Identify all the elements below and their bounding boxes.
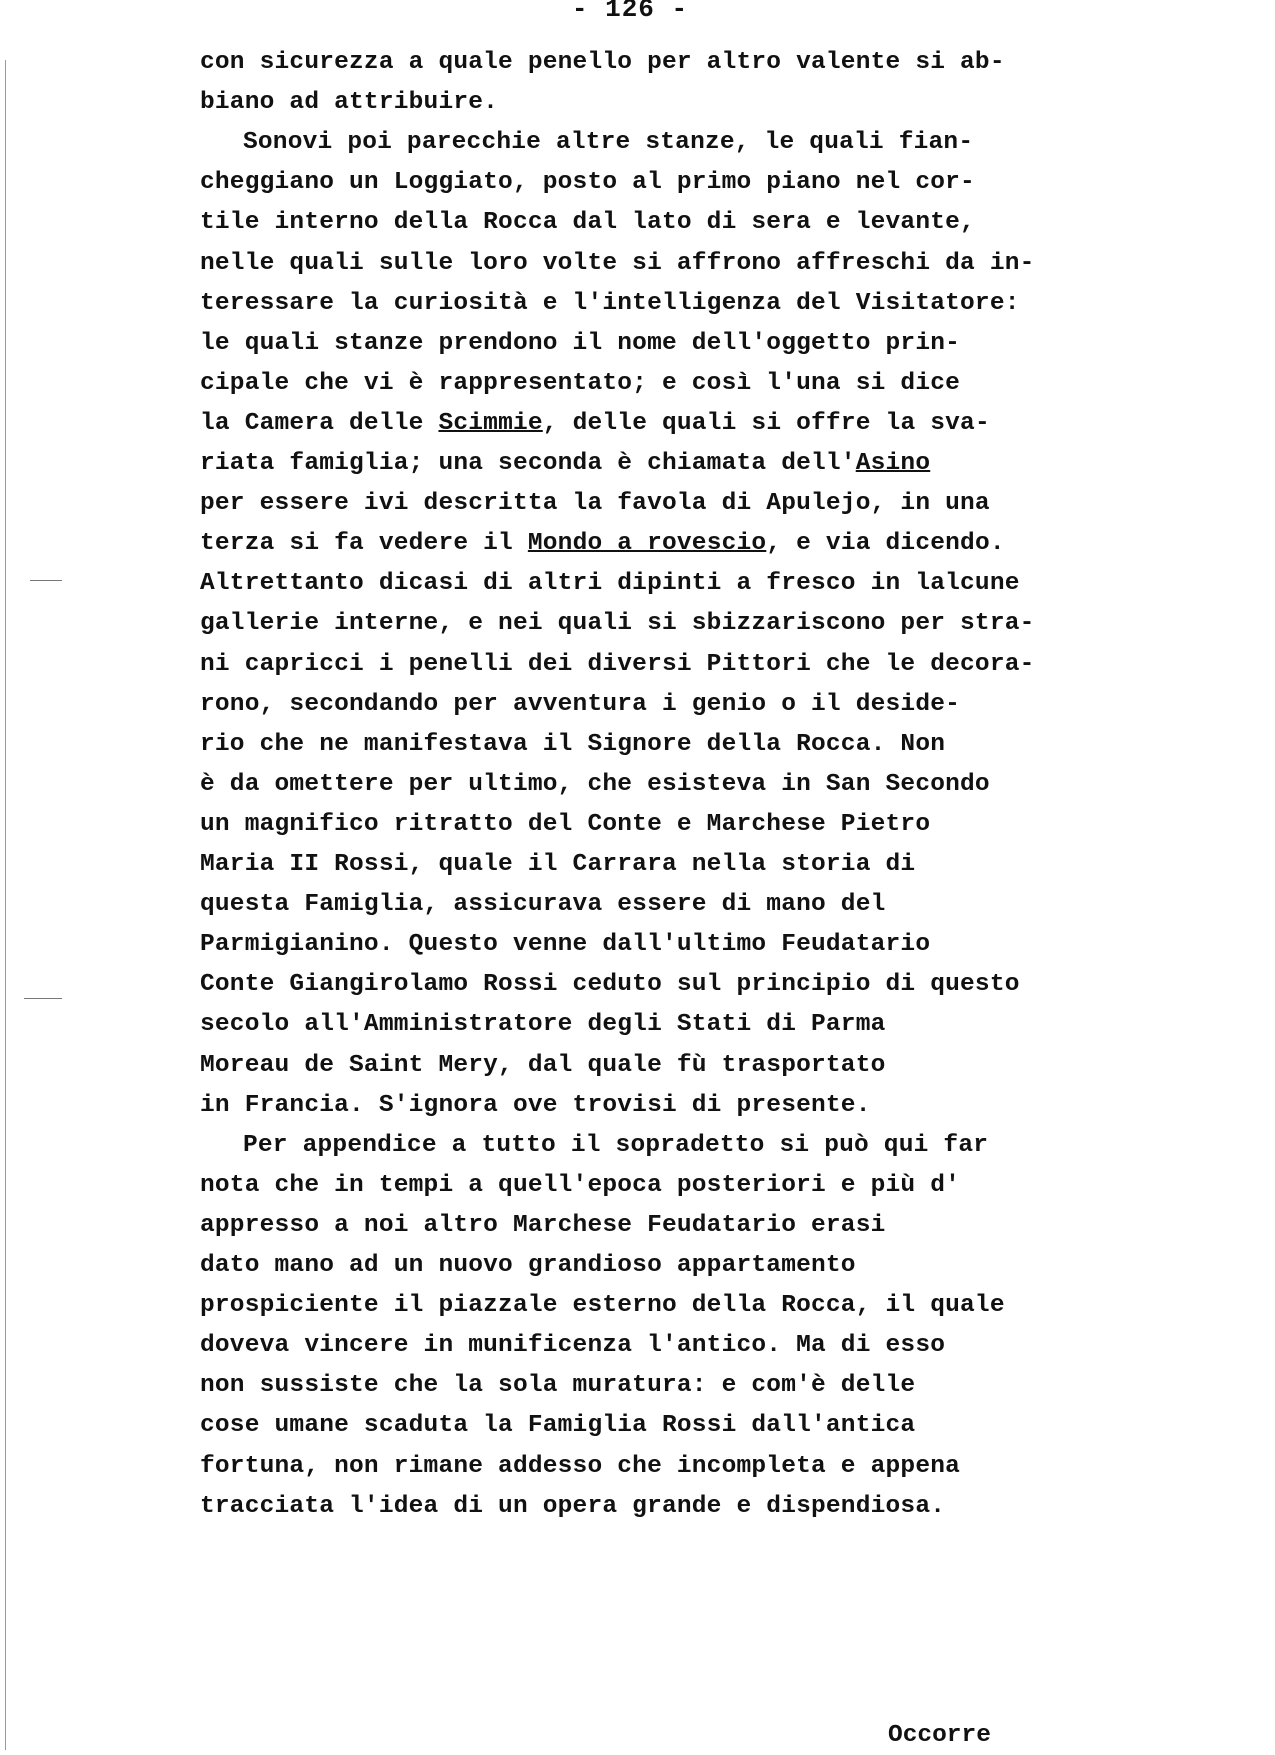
text-line: fortuna, non rimane addesso che incompleta e appena bbox=[200, 1452, 961, 1480]
text-line: tracciata l'idea di un opera grande e dispendiosa. bbox=[200, 1492, 946, 1520]
text-line: riata famiglia; una seconda è chiamata dell'Asino bbox=[200, 450, 931, 477]
text-line: con sicurezza a quale penello per altro valente si ab- bbox=[200, 49, 1005, 76]
text-line: doveva vincere in munificenza l'antico. Ma di esso bbox=[200, 1332, 946, 1360]
text-line: nota che in tempi a quell'epoca posteriori e più d' bbox=[200, 1171, 961, 1199]
text-line: teressare la curiosità e l'intelligenza del Visitatore: bbox=[200, 289, 1020, 317]
text-line: Sonovi poi parecchie altre stanze, le quali fian- bbox=[243, 129, 974, 157]
text-line: la Camera delle Scimmie, delle quali si offre la sva- bbox=[200, 409, 990, 437]
text-line: cipale che vi è rappresentato; e così l'una si dice bbox=[200, 369, 961, 397]
text-line: non sussiste che la sola muratura: e com'è delle bbox=[200, 1372, 916, 1400]
text-line: nelle quali sulle loro volte si affrono affreschi da in- bbox=[200, 249, 1035, 277]
text-line: un magnifico ritratto del Conte e Marchese Pietro bbox=[200, 810, 931, 838]
text-line: è da omettere per ultimo, che esisteva in San Secondo bbox=[200, 770, 990, 798]
text-line: ni capricci i penelli dei diversi Pittori che le decora- bbox=[200, 650, 1035, 678]
text-line: Maria II Rossi, quale il Carrara nella storia di bbox=[200, 851, 916, 878]
underlined-term: Mondo a rovescio bbox=[527, 530, 767, 558]
text-line: in Francia. S'ignora ove trovisi di presente. bbox=[200, 1091, 871, 1119]
catchword: Occorre bbox=[888, 1722, 991, 1749]
text-line: Altrettanto dicasi di altri dipinti a fresco in lalcune bbox=[200, 570, 1020, 598]
text-line: rio che ne manifestava il Signore della Rocca. Non bbox=[200, 730, 946, 758]
text-line: questa Famiglia, assicurava essere di mano del bbox=[200, 891, 886, 919]
text-line: terza si fa vedere il Mondo a rovescio, e via dicendo. bbox=[200, 530, 1005, 558]
text-line: cose umane scaduta la Famiglia Rossi dall'antica bbox=[200, 1412, 916, 1440]
text-line: Per appendice a tutto il sopradetto si può qui far bbox=[243, 1131, 989, 1159]
text-line: appresso a noi altro Marchese Feudatario erasi bbox=[200, 1211, 886, 1239]
text-line: biano ad attribuire. bbox=[200, 89, 499, 117]
text-line: le quali stanze prendono il nome dell'oggetto prin- bbox=[200, 329, 961, 357]
margin-mark bbox=[30, 580, 62, 581]
text-line: prospiciente il piazzale esterno della Rocca, il quale bbox=[200, 1292, 1005, 1320]
text-line: Moreau de Saint Mery, dal quale fù trasportato bbox=[200, 1051, 886, 1079]
text-line: cheggiano un Loggiato, posto al primo piano nel cor- bbox=[200, 169, 975, 197]
text-line: rono, secondando per avventura i genio o il deside- bbox=[200, 690, 961, 718]
left-margin-rule bbox=[5, 60, 6, 1750]
text-line: gallerie interne, e nei quali si sbizzariscono per stra- bbox=[200, 610, 1035, 638]
text-line: Parmigianino. Questo venne dall'ultimo Feudatario bbox=[200, 931, 931, 959]
page-number: - 126 - bbox=[571, 0, 689, 24]
text-line: dato mano ad un nuovo grandioso appartamento bbox=[200, 1252, 856, 1279]
text-line: tile interno della Rocca dal lato di sera e levante, bbox=[200, 209, 975, 237]
text-line: secolo all'Amministratore degli Stati di Parma bbox=[200, 1011, 886, 1039]
underlined-term: Scimmie bbox=[438, 409, 543, 437]
underlined-term: Asino bbox=[855, 450, 931, 477]
text-line: Conte Giangirolamo Rossi ceduto sul principio di questo bbox=[200, 971, 1020, 999]
text-line: per essere ivi descritta la favola di Apulejo, in una bbox=[200, 490, 990, 518]
margin-mark bbox=[24, 998, 62, 999]
